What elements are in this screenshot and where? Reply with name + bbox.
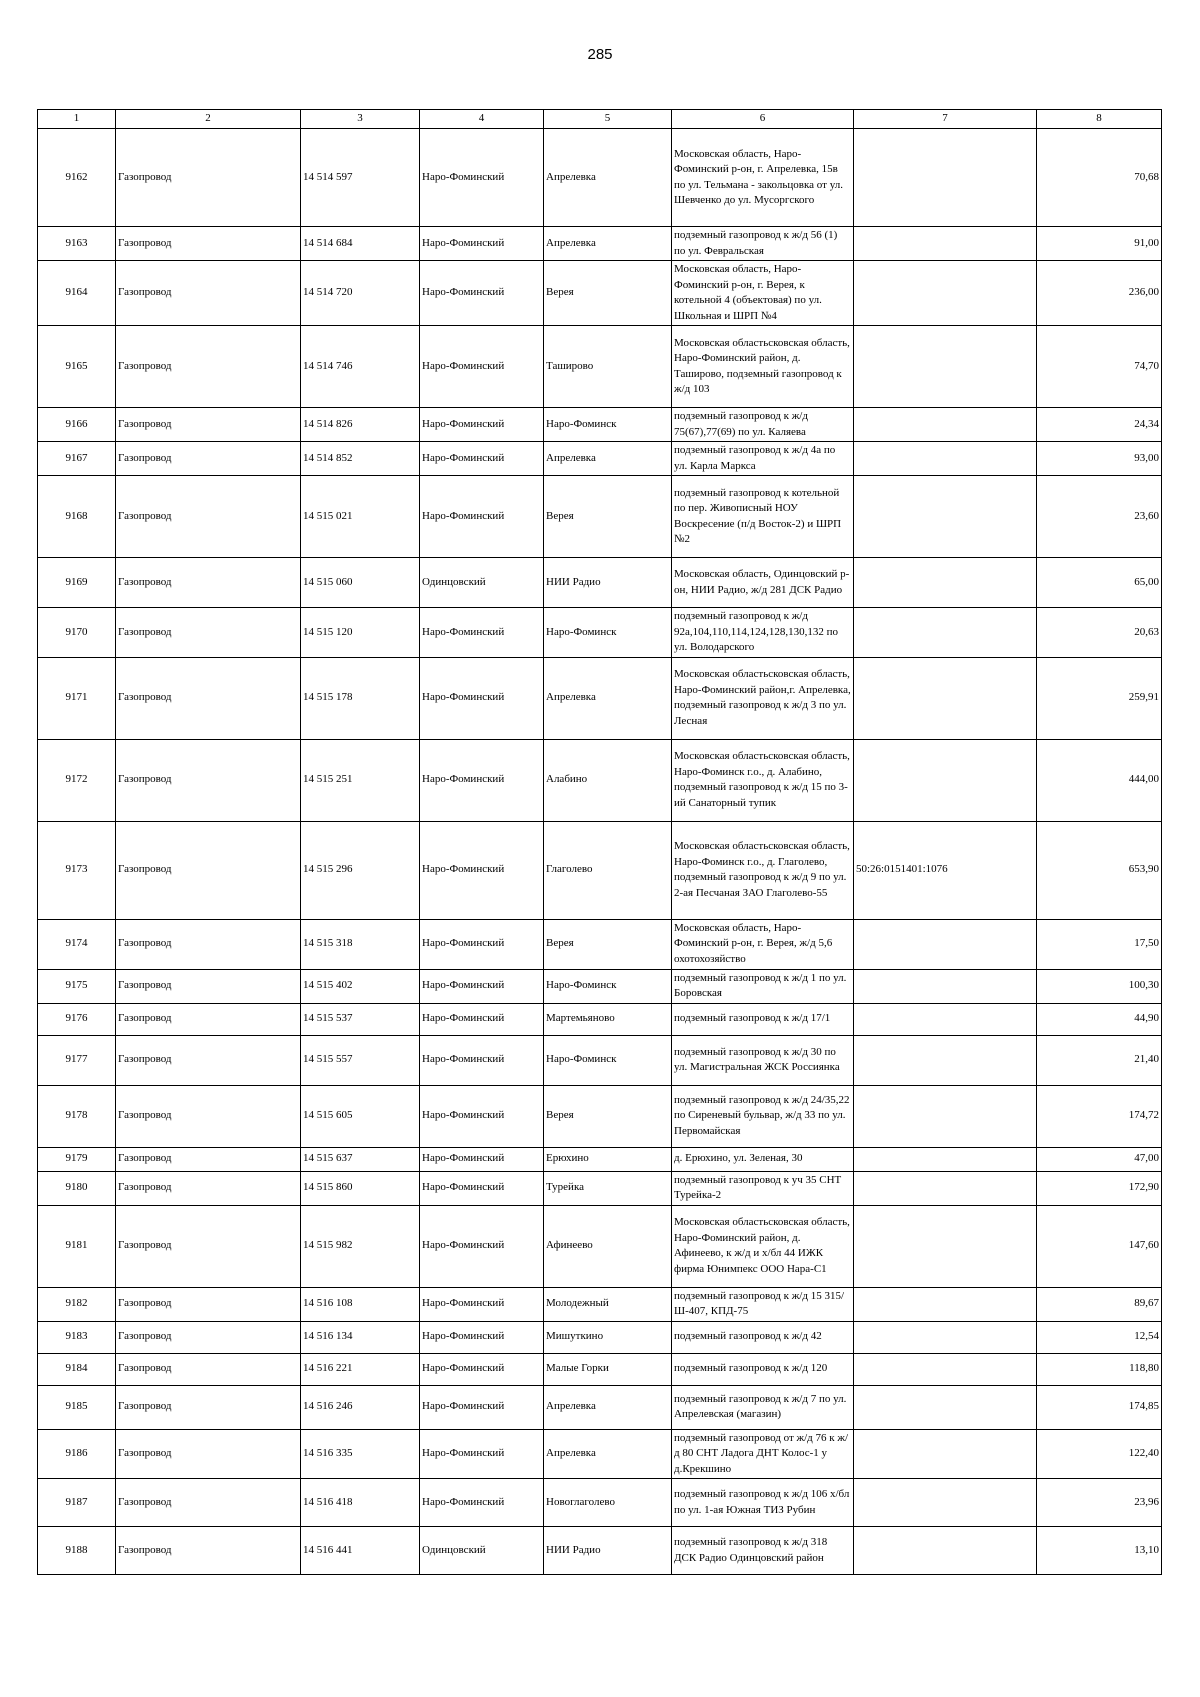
object-name-cell: Газопровод <box>116 1287 301 1321</box>
object-code-cell: 14 515 251 <box>301 739 420 821</box>
locality-cell: Новоглаголево <box>544 1479 672 1527</box>
row-number-cell: 9165 <box>38 326 116 408</box>
row-number-cell: 9185 <box>38 1385 116 1429</box>
cadastral-number-cell <box>854 1479 1037 1527</box>
district-cell: Наро-Фоминский <box>420 227 544 261</box>
cadastral-number-cell <box>854 227 1037 261</box>
district-cell: Наро-Фоминский <box>420 129 544 227</box>
table-row <box>38 1147 1162 1171</box>
object-name-cell: Газопровод <box>116 1085 301 1147</box>
district-cell: Наро-Фоминский <box>420 326 544 408</box>
address-cell: Московская областьсковская область, Наро-Фоминский район, д. Таширово, подземный газопровод к ж/д 103 <box>672 326 854 408</box>
district-cell: Наро-Фоминский <box>420 442 544 476</box>
length-value-cell: 70,68 <box>1037 129 1162 227</box>
address-cell: подземный газопровод к ж/д 1 по ул. Боровская <box>672 969 854 1003</box>
object-name-cell: Газопровод <box>116 1527 301 1575</box>
row-number-cell: 9180 <box>38 1171 116 1205</box>
object-code-cell: 14 516 441 <box>301 1527 420 1575</box>
row-number-cell: 9168 <box>38 476 116 558</box>
cadastral-number-cell <box>854 1171 1037 1205</box>
object-code-cell: 14 516 134 <box>301 1321 420 1353</box>
object-code-cell: 14 514 597 <box>301 129 420 227</box>
cadastral-number-cell <box>854 476 1037 558</box>
address-cell: Московская область, Наро-Фоминский р-он, г. Верея, ж/д 5,6 охотохозяйство <box>672 919 854 969</box>
object-name-cell: Газопровод <box>116 1147 301 1171</box>
table-row <box>38 969 1162 1003</box>
row-number-cell: 9172 <box>38 739 116 821</box>
table-row <box>38 919 1162 969</box>
length-value-cell: 23,96 <box>1037 1479 1162 1527</box>
table-row <box>38 558 1162 608</box>
length-value-cell: 653,90 <box>1037 821 1162 919</box>
length-value-cell: 236,00 <box>1037 261 1162 326</box>
object-name-cell: Газопровод <box>116 442 301 476</box>
district-cell: Наро-Фоминский <box>420 261 544 326</box>
address-cell: Московская область, Наро-Фоминский р-он, г. Апрелевка, 15в по ул. Тельмана - закольцовка от ул. Шевченко до ул. Мусоргского <box>672 129 854 227</box>
object-code-cell: 14 514 852 <box>301 442 420 476</box>
cadastral-number-cell <box>854 1353 1037 1385</box>
district-cell: Одинцовский <box>420 558 544 608</box>
row-number-cell: 9182 <box>38 1287 116 1321</box>
column-header: 6 <box>672 110 854 129</box>
locality-cell: Верея <box>544 1085 672 1147</box>
page-number: 285 <box>587 46 613 63</box>
column-header: 2 <box>116 110 301 129</box>
row-number-cell: 9184 <box>38 1353 116 1385</box>
address-cell: подземный газопровод к ж/д 15 315/Ш-407, КПД-75 <box>672 1287 854 1321</box>
cadastral-number-cell <box>854 129 1037 227</box>
table-row <box>38 1171 1162 1205</box>
district-cell: Наро-Фоминский <box>420 608 544 658</box>
locality-cell: Наро-Фоминск <box>544 408 672 442</box>
object-name-cell: Газопровод <box>116 739 301 821</box>
length-value-cell: 93,00 <box>1037 442 1162 476</box>
address-cell: Московская область, Наро-Фоминский р-он, г. Верея, к котельной 4 (объектовая) по ул. Школьная и ШРП №4 <box>672 261 854 326</box>
cadastral-number-cell <box>854 1205 1037 1287</box>
column-number-row <box>38 110 1162 129</box>
address-cell: подземный газопровод к ж/д 106 х/бл по ул. 1-ая Южная ТИЗ Рубин <box>672 1479 854 1527</box>
row-number-cell: 9170 <box>38 608 116 658</box>
locality-cell: Апрелевка <box>544 227 672 261</box>
cadastral-number-cell <box>854 608 1037 658</box>
district-cell: Наро-Фоминский <box>420 657 544 739</box>
length-value-cell: 17,50 <box>1037 919 1162 969</box>
row-number-cell: 9176 <box>38 1003 116 1035</box>
object-code-cell: 14 514 746 <box>301 326 420 408</box>
address-cell: подземный газопровод к ж/д 120 <box>672 1353 854 1385</box>
locality-cell: Апрелевка <box>544 129 672 227</box>
cadastral-number-cell <box>854 1035 1037 1085</box>
object-name-cell: Газопровод <box>116 1479 301 1527</box>
district-cell: Наро-Фоминский <box>420 1429 544 1479</box>
address-cell: подземный газопровод к ж/д 7 по ул. Апрелевская (магазин) <box>672 1385 854 1429</box>
object-name-cell: Газопровод <box>116 1385 301 1429</box>
address-cell: подземный газопровод к уч 35 СНТ Турейка-2 <box>672 1171 854 1205</box>
length-value-cell: 12,54 <box>1037 1321 1162 1353</box>
table-row <box>38 657 1162 739</box>
length-value-cell: 172,90 <box>1037 1171 1162 1205</box>
cadastral-number-cell <box>854 408 1037 442</box>
column-header: 1 <box>38 110 116 129</box>
object-code-cell: 14 515 120 <box>301 608 420 658</box>
object-code-cell: 14 515 318 <box>301 919 420 969</box>
row-number-cell: 9188 <box>38 1527 116 1575</box>
cadastral-number-cell <box>854 1321 1037 1353</box>
row-number-cell: 9169 <box>38 558 116 608</box>
address-cell: Московская областьсковская область, Наро-Фоминск г.о., д. Глаголево, подземный газопровод к ж/д 9 по ул. 2-ая Песчаная ЗАО Глаголево-55 <box>672 821 854 919</box>
row-number-cell: 9163 <box>38 227 116 261</box>
table-row <box>38 1479 1162 1527</box>
column-header: 3 <box>301 110 420 129</box>
address-cell: Московская областьсковская область, Наро-Фоминский район, д. Афинеево, к ж/д и х/бл 44 ИЖК фирма Юнимпекс ООО Нара-С1 <box>672 1205 854 1287</box>
row-number-cell: 9177 <box>38 1035 116 1085</box>
cadastral-number-cell <box>854 1003 1037 1035</box>
district-cell: Наро-Фоминский <box>420 408 544 442</box>
locality-cell: Наро-Фоминск <box>544 969 672 1003</box>
object-name-cell: Газопровод <box>116 1035 301 1085</box>
length-value-cell: 24,34 <box>1037 408 1162 442</box>
object-code-cell: 14 515 860 <box>301 1171 420 1205</box>
address-cell: подземный газопровод от ж/д 76 к ж/д 80 СНТ Ладога ДНТ Колос-1 у д.Крекшино <box>672 1429 854 1479</box>
row-number-cell: 9164 <box>38 261 116 326</box>
length-value-cell: 65,00 <box>1037 558 1162 608</box>
district-cell: Наро-Фоминский <box>420 969 544 1003</box>
district-cell: Наро-Фоминский <box>420 919 544 969</box>
table-row <box>38 476 1162 558</box>
district-cell: Одинцовский <box>420 1527 544 1575</box>
object-name-cell: Газопровод <box>116 657 301 739</box>
row-number-cell: 9187 <box>38 1479 116 1527</box>
table-row <box>38 1287 1162 1321</box>
object-name-cell: Газопровод <box>116 558 301 608</box>
cadastral-number-cell <box>854 1147 1037 1171</box>
length-value-cell: 44,90 <box>1037 1003 1162 1035</box>
object-code-cell: 14 515 060 <box>301 558 420 608</box>
column-header: 7 <box>854 110 1037 129</box>
address-cell: подземный газопровод к ж/д 4а по ул. Карла Маркса <box>672 442 854 476</box>
locality-cell: НИИ Радио <box>544 558 672 608</box>
object-name-cell: Газопровод <box>116 1429 301 1479</box>
object-name-cell: Газопровод <box>116 1353 301 1385</box>
locality-cell: Афинеево <box>544 1205 672 1287</box>
length-value-cell: 23,60 <box>1037 476 1162 558</box>
object-name-cell: Газопровод <box>116 1171 301 1205</box>
cadastral-number-cell <box>854 442 1037 476</box>
row-number-cell: 9166 <box>38 408 116 442</box>
object-code-cell: 14 515 021 <box>301 476 420 558</box>
table-row <box>38 227 1162 261</box>
district-cell: Наро-Фоминский <box>420 1479 544 1527</box>
address-cell: д. Ерюхино, ул. Зеленая, 30 <box>672 1147 854 1171</box>
length-value-cell: 74,70 <box>1037 326 1162 408</box>
locality-cell: Апрелевка <box>544 1385 672 1429</box>
column-header: 5 <box>544 110 672 129</box>
table-row <box>38 1035 1162 1085</box>
length-value-cell: 100,30 <box>1037 969 1162 1003</box>
table-row <box>38 821 1162 919</box>
district-cell: Наро-Фоминский <box>420 1287 544 1321</box>
address-cell: подземный газопровод к котельной по пер. Живописный НОУ Воскресение (п/д Восток-2) и ШРП №2 <box>672 476 854 558</box>
object-name-cell: Газопровод <box>116 608 301 658</box>
object-code-cell: 14 515 537 <box>301 1003 420 1035</box>
object-code-cell: 14 515 296 <box>301 821 420 919</box>
address-cell: Московская область, Одинцовский р-он, НИИ Радио, ж/д 281 ДСК Радио <box>672 558 854 608</box>
table-row <box>38 261 1162 326</box>
address-cell: подземный газопровод к ж/д 17/1 <box>672 1003 854 1035</box>
object-code-cell: 14 514 684 <box>301 227 420 261</box>
length-value-cell: 47,00 <box>1037 1147 1162 1171</box>
length-value-cell: 13,10 <box>1037 1527 1162 1575</box>
cadastral-number-cell <box>854 558 1037 608</box>
table-row <box>38 1429 1162 1479</box>
object-name-cell: Газопровод <box>116 1321 301 1353</box>
district-cell: Наро-Фоминский <box>420 1147 544 1171</box>
locality-cell: Верея <box>544 261 672 326</box>
address-cell: подземный газопровод к ж/д 56 (1) по ул. Февральская <box>672 227 854 261</box>
district-cell: Наро-Фоминский <box>420 1171 544 1205</box>
table-row <box>38 408 1162 442</box>
locality-cell: Мишуткино <box>544 1321 672 1353</box>
table-row <box>38 1003 1162 1035</box>
table-row <box>38 326 1162 408</box>
row-number-cell: 9181 <box>38 1205 116 1287</box>
row-number-cell: 9167 <box>38 442 116 476</box>
locality-cell: Апрелевка <box>544 1429 672 1479</box>
length-value-cell: 21,40 <box>1037 1035 1162 1085</box>
object-code-cell: 14 516 418 <box>301 1479 420 1527</box>
length-value-cell: 118,80 <box>1037 1353 1162 1385</box>
address-cell: подземный газопровод к ж/д 75(67),77(69) по ул. Каляева <box>672 408 854 442</box>
row-number-cell: 9162 <box>38 129 116 227</box>
district-cell: Наро-Фоминский <box>420 1003 544 1035</box>
table-row <box>38 1385 1162 1429</box>
table-row <box>38 1353 1162 1385</box>
cadastral-number-cell <box>854 1385 1037 1429</box>
cadastral-number-cell: 50:26:0151401:1076 <box>854 821 1037 919</box>
row-number-cell: 9171 <box>38 657 116 739</box>
locality-cell: Таширово <box>544 326 672 408</box>
object-code-cell: 14 516 221 <box>301 1353 420 1385</box>
locality-cell: Молодежный <box>544 1287 672 1321</box>
object-name-cell: Газопровод <box>116 227 301 261</box>
locality-cell: Ерюхино <box>544 1147 672 1171</box>
object-code-cell: 14 516 108 <box>301 1287 420 1321</box>
cadastral-number-cell <box>854 326 1037 408</box>
address-cell: подземный газопровод к ж/д 30 по ул. Магистральная ЖСК Россиянка <box>672 1035 854 1085</box>
row-number-cell: 9174 <box>38 919 116 969</box>
object-code-cell: 14 514 826 <box>301 408 420 442</box>
column-header: 4 <box>420 110 544 129</box>
length-value-cell: 89,67 <box>1037 1287 1162 1321</box>
locality-cell: Верея <box>544 919 672 969</box>
row-number-cell: 9175 <box>38 969 116 1003</box>
district-cell: Наро-Фоминский <box>420 1385 544 1429</box>
cadastral-number-cell <box>854 969 1037 1003</box>
table-row <box>38 1321 1162 1353</box>
locality-cell: Апрелевка <box>544 442 672 476</box>
district-cell: Наро-Фоминский <box>420 1321 544 1353</box>
address-cell: подземный газопровод к ж/д 92а,104,110,114,124,128,130,132 по ул. Володарского <box>672 608 854 658</box>
object-code-cell: 14 515 557 <box>301 1035 420 1085</box>
object-code-cell: 14 515 982 <box>301 1205 420 1287</box>
table-row <box>38 1085 1162 1147</box>
length-value-cell: 122,40 <box>1037 1429 1162 1479</box>
cadastral-number-cell <box>854 919 1037 969</box>
length-value-cell: 147,60 <box>1037 1205 1162 1287</box>
length-value-cell: 91,00 <box>1037 227 1162 261</box>
object-name-cell: Газопровод <box>116 821 301 919</box>
object-name-cell: Газопровод <box>116 129 301 227</box>
length-value-cell: 259,91 <box>1037 657 1162 739</box>
object-code-cell: 14 516 246 <box>301 1385 420 1429</box>
object-code-cell: 14 515 637 <box>301 1147 420 1171</box>
length-value-cell: 174,72 <box>1037 1085 1162 1147</box>
locality-cell: Наро-Фоминск <box>544 1035 672 1085</box>
object-code-cell: 14 515 402 <box>301 969 420 1003</box>
table-row <box>38 608 1162 658</box>
object-name-cell: Газопровод <box>116 969 301 1003</box>
cadastral-number-cell <box>854 1085 1037 1147</box>
object-name-cell: Газопровод <box>116 919 301 969</box>
address-cell: подземный газопровод к ж/д 24/35,22 по Сиреневый бульвар, ж/д 33 по ул. Первомайская <box>672 1085 854 1147</box>
object-name-cell: Газопровод <box>116 261 301 326</box>
address-cell: Московская областьсковская область, Наро-Фоминск г.о., д. Алабино, подземный газопровод к ж/д 15 по 3-ий Санаторный тупик <box>672 739 854 821</box>
object-code-cell: 14 515 178 <box>301 657 420 739</box>
district-cell: Наро-Фоминский <box>420 1085 544 1147</box>
locality-cell: Наро-Фоминск <box>544 608 672 658</box>
row-number-cell: 9173 <box>38 821 116 919</box>
cadastral-number-cell <box>854 657 1037 739</box>
locality-cell: Алабино <box>544 739 672 821</box>
object-name-cell: Газопровод <box>116 476 301 558</box>
object-name-cell: Газопровод <box>116 1205 301 1287</box>
cadastral-number-cell <box>854 739 1037 821</box>
row-number-cell: 9186 <box>38 1429 116 1479</box>
object-code-cell: 14 515 605 <box>301 1085 420 1147</box>
locality-cell: НИИ Радио <box>544 1527 672 1575</box>
table-row <box>38 1205 1162 1287</box>
length-value-cell: 444,00 <box>1037 739 1162 821</box>
row-number-cell: 9178 <box>38 1085 116 1147</box>
locality-cell: Глаголево <box>544 821 672 919</box>
district-cell: Наро-Фоминский <box>420 1205 544 1287</box>
table-row <box>38 442 1162 476</box>
cadastral-number-cell <box>854 1429 1037 1479</box>
table-row <box>38 129 1162 227</box>
locality-cell: Верея <box>544 476 672 558</box>
cadastral-number-cell <box>854 1527 1037 1575</box>
address-cell: подземный газопровод к ж/д 42 <box>672 1321 854 1353</box>
locality-cell: Мартемьяново <box>544 1003 672 1035</box>
district-cell: Наро-Фоминский <box>420 476 544 558</box>
object-name-cell: Газопровод <box>116 1003 301 1035</box>
district-cell: Наро-Фоминский <box>420 1035 544 1085</box>
table-row <box>38 1527 1162 1575</box>
object-code-cell: 14 516 335 <box>301 1429 420 1479</box>
cadastral-number-cell <box>854 261 1037 326</box>
district-cell: Наро-Фоминский <box>420 739 544 821</box>
address-cell: Московская областьсковская область, Наро-Фоминский район,г. Апрелевка, подземный газопровод к ж/д 3 по ул. Лесная <box>672 657 854 739</box>
cadastral-number-cell <box>854 1287 1037 1321</box>
length-value-cell: 20,63 <box>1037 608 1162 658</box>
locality-cell: Малые Горки <box>544 1353 672 1385</box>
object-code-cell: 14 514 720 <box>301 261 420 326</box>
object-name-cell: Газопровод <box>116 408 301 442</box>
column-header: 8 <box>1037 110 1162 129</box>
district-cell: Наро-Фоминский <box>420 1353 544 1385</box>
district-cell: Наро-Фоминский <box>420 821 544 919</box>
locality-cell: Турейка <box>544 1171 672 1205</box>
registry-table <box>37 109 1162 1575</box>
locality-cell: Апрелевка <box>544 657 672 739</box>
row-number-cell: 9179 <box>38 1147 116 1171</box>
table-row <box>38 739 1162 821</box>
row-number-cell: 9183 <box>38 1321 116 1353</box>
object-name-cell: Газопровод <box>116 326 301 408</box>
address-cell: подземный газопровод к ж/д 318 ДСК Радио Одинцовский район <box>672 1527 854 1575</box>
length-value-cell: 174,85 <box>1037 1385 1162 1429</box>
